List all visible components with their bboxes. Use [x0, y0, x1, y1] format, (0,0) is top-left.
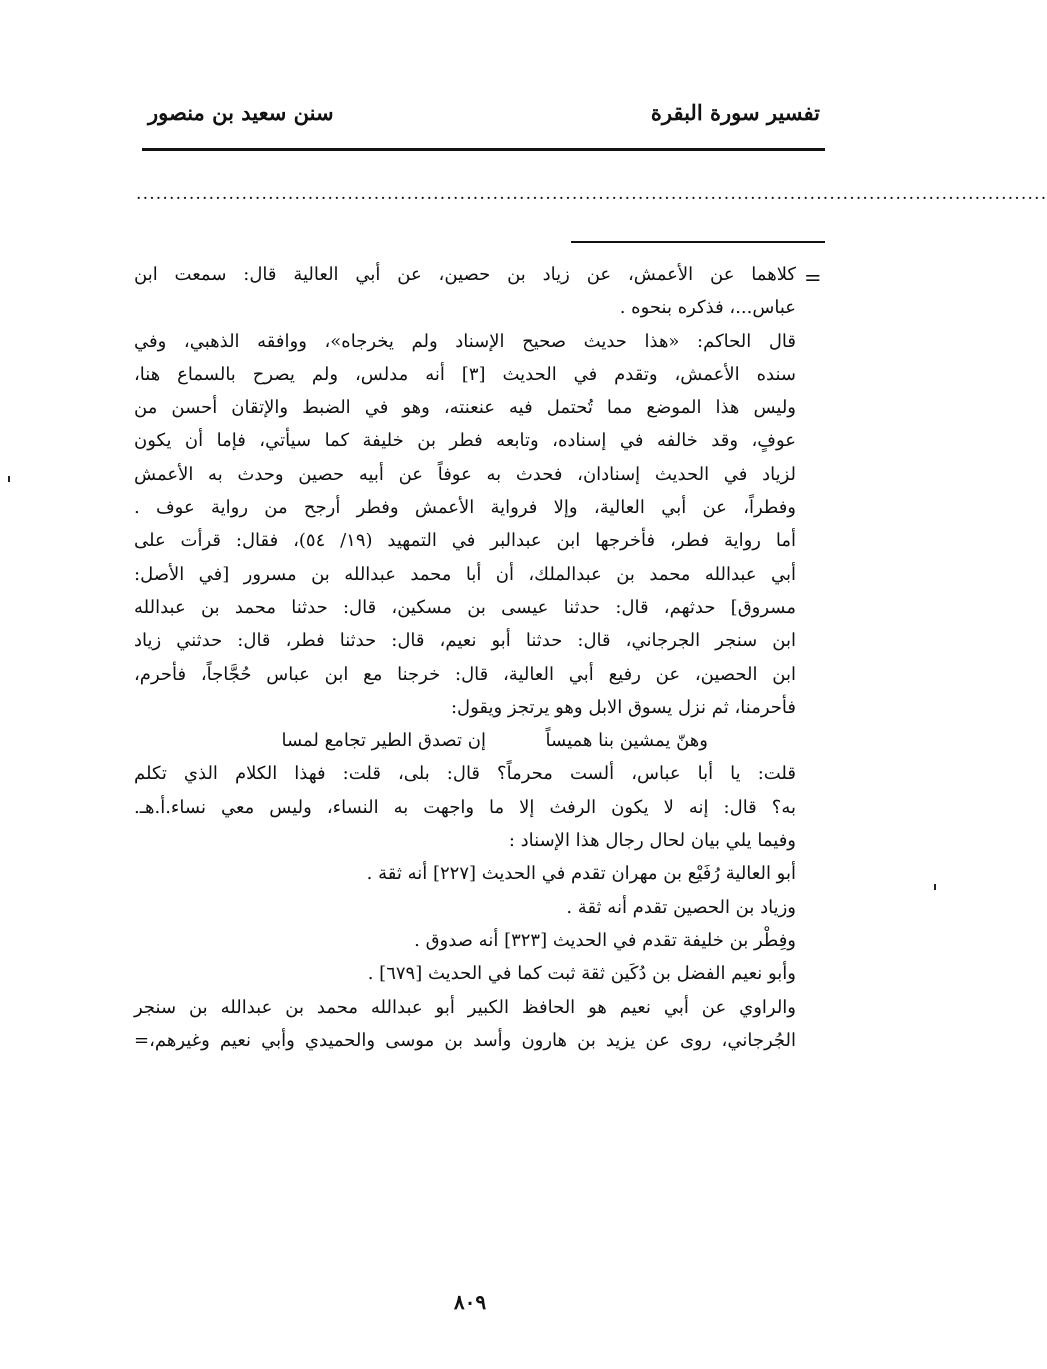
- footnote-line: وزياد بن الحصين تقدم أنه ثقة .: [566, 896, 796, 918]
- footnote-line: قال الحاكم: «هذا حديث صحيح الإسناد ولم يخرجاه»، ووافقه الذهبي، وفي: [134, 330, 796, 352]
- footnote-line: وفيما يلي بيان لحال رجال هذا الإسناد :: [508, 830, 796, 852]
- footnote-line: والراوي عن أبي نعيم هو الحافظ الكبير أبو عبدالله محمد بن عبدالله بن سنجر: [134, 996, 796, 1018]
- footnote-line: ابن الحصين، عن رفيع أبي العالية، قال: خرجنا مع ابن عباس حُجَّاجاً، فأحرم،: [134, 663, 796, 685]
- footnote-line: أما رواية فطر، فأخرجها ابن عبدالبر في التمهيد (١٩/ ٥٤)، فقال: قرأت على: [134, 530, 796, 552]
- footnote-line: وفِطْر بن خليفة تقدم في الحديث [٣٢٣] أنه صدوق .: [414, 929, 796, 951]
- footnote-line: عباس...، فذكره بنحوه .: [619, 297, 796, 319]
- footnote-line: وأبو نعيم الفضل بن دُكَين ثقة ثبت كما في الحديث [٦٧٩] .: [367, 963, 796, 985]
- running-header-surah-title: تفسير سورة البقرة: [650, 100, 820, 125]
- footnote-line: أبو العالية رُفَيْع بن مهران تقدم في الحديث [٢٢٧] أنه ثقة .: [366, 863, 796, 885]
- footnote-line: قلت: يا أبا عباس، ألست محرماً؟ قال: بلى، قلت: فهذا الكلام الذي تكلم: [134, 763, 796, 785]
- footnote-line: الجُرجاني، روى عن يزيد بن هارون وأسد بن موسى والحميدي وأبي نعيم وغيرهم،=: [134, 1029, 796, 1051]
- footnote-body: [134, 258, 796, 1057]
- footnote-line: سنده الأعمش، وتقدم في الحديث [٣] أنه مدلس، ولم يصرح بالسماع هنا،: [134, 363, 796, 385]
- page-number: ٨٠٩: [453, 1290, 487, 1314]
- scan-speck: [8, 476, 10, 482]
- footnote-line: ابن سنجر الجرجاني، قال: حدثنا أبو نعيم، قال: حدثنا فطر، قال: حدثني زياد: [134, 630, 796, 652]
- dotted-separator: ..........................................................................................................................................: [136, 184, 1047, 204]
- footnote-line: به؟ قال: إنه لا يكون الرفث إلا ما واجهت به النساء، وليس معي نساء.أ.هـ.: [134, 796, 796, 818]
- footnote-line: عوفٍ، وقد خالفه في إسناده، وتابعه فطر بن خليفة كما سيأتي، فإما أن يكون: [134, 430, 796, 452]
- poetry-verse: [134, 724, 796, 757]
- footnote-line: وفطراً، عن أبي العالية، وإلا فرواية الأعمش وفطر أرجح من رواية عوف .: [134, 497, 796, 519]
- footnote-line: أبي عبدالله محمد بن عبدالملك، أن أبا محمد عبدالله بن مسرور [في الأصل:: [134, 563, 796, 585]
- verse-first-hemistich: وهنّ يمشين بنا هميساً: [545, 730, 708, 752]
- scan-speck: [934, 884, 936, 890]
- footnote-continuation-mark: =: [804, 266, 822, 290]
- footnote-line: مسروق] حدثهم، قال: حدثنا عيسى بن مسكين، قال: حدثنا محمد بن عبدالله: [134, 596, 796, 618]
- footnote-line: كلاهما عن الأعمش، عن زياد بن حصين، عن أبي العالية قال: سمعت ابن: [134, 264, 796, 285]
- running-header-book-title: سنن سعيد بن منصور: [148, 100, 334, 125]
- header-rule: [142, 148, 825, 151]
- footnote-line: لزياد في الحديث إسنادان، فحدث به عوفاً عن أبيه حصين وحدث به الأعمش: [134, 463, 796, 485]
- footnote-line: وليس هذا الموضع مما تُحتمل فيه عنعنته، وهو في الضبط والإتقان أحسن من: [134, 397, 796, 419]
- footnote-rule: [571, 241, 825, 243]
- footnote-line: فأحرمنا، ثم نزل يسوق الابل وهو يرتجز ويقول:: [450, 696, 796, 718]
- verse-second-hemistich: إن تصدق الطير تجامع لمسا: [281, 730, 486, 752]
